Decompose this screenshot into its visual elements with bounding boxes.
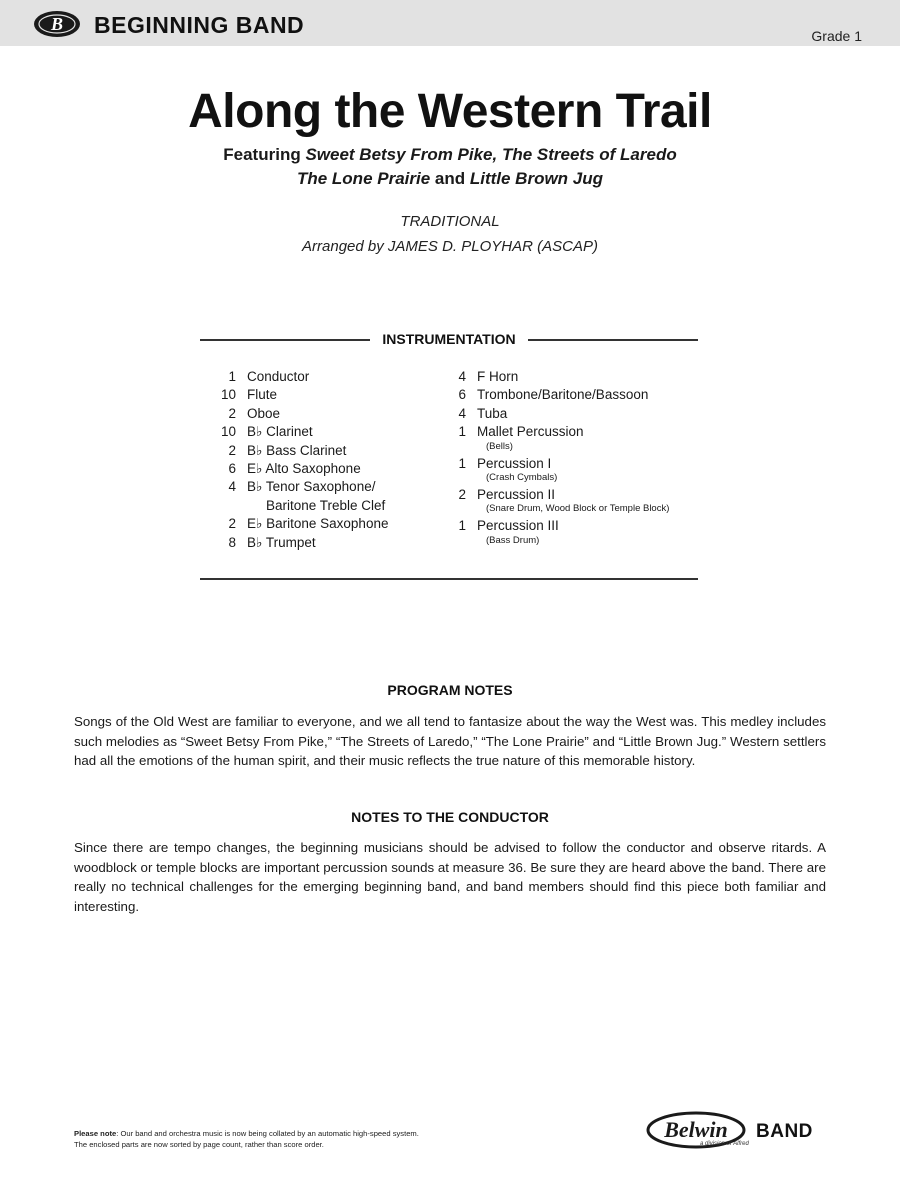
grade-label: Grade 1 bbox=[811, 28, 862, 44]
instrument-item bbox=[210, 405, 385, 423]
instrumentation-rule-left bbox=[200, 339, 370, 341]
instrument-quantity: 6 bbox=[458, 387, 466, 403]
page-title: Along the Western Trail bbox=[188, 85, 712, 138]
belwin-band-word: BAND bbox=[756, 1121, 813, 1142]
belwin-script: Belwin bbox=[664, 1117, 728, 1142]
instrument-name: Tuba bbox=[477, 405, 508, 421]
instrument-item bbox=[210, 368, 385, 386]
collation-footnote bbox=[74, 1128, 544, 1150]
footnote-label: Please note bbox=[74, 1129, 117, 1138]
instrument-quantity: 1 bbox=[458, 455, 466, 471]
conductor-notes-text: Since there are tempo changes, the beginning musicians should be advised to follow the conductor and observe ritards. A woodblock or temple blocks are important percussion sounds at measure 36. Be sure they are heard above the band. There are really no technical challenges for the emerging beginning band, and band members should find this piece both familiar and interesting. bbox=[74, 840, 826, 914]
instrument-name: B♭ Tenor Saxophone/ bbox=[247, 479, 376, 495]
featuring-song-little-brown-jug: Little Brown Jug bbox=[469, 169, 604, 188]
instrument-name: B♭ Clarinet bbox=[247, 424, 313, 440]
instrument-name: B♭ Trumpet bbox=[247, 534, 316, 550]
belwin-b-logo-icon bbox=[32, 9, 82, 39]
instrument-name: Trombone/Baritone/Bassoon bbox=[477, 387, 649, 403]
conductor-notes-heading: NOTES TO THE CONDUCTOR bbox=[351, 809, 549, 825]
featuring-line-2 bbox=[0, 169, 900, 189]
instrumentation-rule-bottom bbox=[200, 578, 698, 580]
featuring-song-lone-prairie: The Lone Prairie bbox=[296, 169, 431, 188]
instrument-item bbox=[440, 455, 669, 473]
instrument-detail: (Bells) bbox=[486, 440, 513, 452]
footnote-line-2: The enclosed parts are now sorted by page count, rather than score order. bbox=[74, 1140, 324, 1149]
instrumentation-column-left bbox=[210, 368, 389, 552]
instrumentation-column-right bbox=[440, 368, 669, 549]
instrument-detail: (Crash Cymbals) bbox=[486, 471, 558, 483]
instrument-item bbox=[210, 460, 385, 478]
instrument-quantity: 2 bbox=[228, 516, 236, 532]
instrument-detail: (Bass Drum) bbox=[486, 534, 540, 546]
instrument-quantity: 4 bbox=[458, 405, 466, 421]
instrument-name-continuation: Baritone Treble Clef bbox=[266, 497, 386, 513]
instrument-quantity: 2 bbox=[228, 442, 236, 458]
instrument-item bbox=[210, 386, 385, 404]
instrument-quantity: 2 bbox=[458, 486, 466, 502]
featuring-and: and bbox=[430, 169, 470, 188]
instrument-name: Oboe bbox=[247, 405, 281, 421]
program-notes-text: Songs of the Old West are familiar to everyone, and we all tend to fantasize about the way the West was. This medley includes such melodies as “Sweet Betsy From Pike,” “The Streets of Laredo,” “The Lone Prairie” and “Little Brown Jug.” Western settlers had all the emotions of the human spirit, and their music reflects the true nature of this memorable history. bbox=[74, 714, 826, 768]
instrument-quantity: 1 bbox=[458, 424, 466, 440]
instrument-quantity: 1 bbox=[228, 369, 236, 384]
instrument-detail: (Snare Drum, Wood Block or Temple Block) bbox=[486, 503, 670, 515]
instrument-quantity: 4 bbox=[228, 479, 236, 495]
featuring-line-1 bbox=[0, 145, 900, 165]
instrument-name: Percussion III bbox=[477, 518, 559, 534]
belwin-subtitle: a division of Alfred bbox=[700, 1141, 749, 1147]
instrument-name: E♭ Baritone Saxophone bbox=[247, 516, 389, 532]
instrument-item bbox=[440, 386, 669, 404]
instrument-quantity: 8 bbox=[228, 534, 236, 550]
instrument-quantity: 6 bbox=[228, 460, 236, 476]
arranger-credit: Arranged by JAMES D. PLOYHAR (ASCAP) bbox=[302, 238, 598, 255]
program-notes-heading: PROGRAM NOTES bbox=[387, 682, 513, 698]
instrument-name: Mallet Percussion bbox=[477, 424, 584, 440]
instrument-quantity: 10 bbox=[220, 424, 236, 440]
instrument-item bbox=[210, 423, 385, 441]
instrument-name: F Horn bbox=[477, 369, 519, 384]
instrument-item bbox=[210, 478, 385, 496]
featuring-prefix: Featuring bbox=[223, 145, 306, 164]
instrument-quantity: 10 bbox=[220, 387, 236, 403]
instrument-name: Flute bbox=[247, 387, 278, 403]
instrument-item bbox=[440, 517, 669, 535]
instrument-name: Conductor bbox=[247, 369, 310, 384]
instrument-name: B♭ Bass Clarinet bbox=[247, 442, 347, 458]
instrument-name: Percussion II bbox=[477, 486, 556, 502]
composer-credit: TRADITIONAL bbox=[400, 213, 500, 230]
featuring-songs-1: Sweet Betsy From Pike, The Streets of Laredo bbox=[305, 145, 677, 164]
instrument-name: Percussion I bbox=[477, 455, 552, 471]
series-title: BEGINNING BAND bbox=[94, 12, 305, 38]
instrument-item bbox=[440, 368, 669, 386]
instrument-quantity: 4 bbox=[458, 369, 466, 384]
instrumentation-heading: INSTRUMENTATION bbox=[382, 331, 516, 347]
instrument-item bbox=[440, 486, 669, 504]
footnote-line-1: : Our band and orchestra music is now being collated by an automatic high-speed system. bbox=[116, 1129, 419, 1138]
instrument-quantity: 2 bbox=[228, 405, 236, 421]
svg-text:B: B bbox=[50, 14, 64, 34]
instrument-item bbox=[210, 534, 385, 552]
instrument-item bbox=[440, 405, 669, 423]
instrumentation-rule-right bbox=[528, 339, 698, 341]
instrument-item bbox=[210, 515, 389, 533]
instrument-name: E♭ Alto Saxophone bbox=[247, 460, 361, 476]
instrument-quantity: 1 bbox=[458, 518, 466, 534]
instrument-item bbox=[210, 442, 385, 460]
instrument-item bbox=[440, 423, 669, 441]
